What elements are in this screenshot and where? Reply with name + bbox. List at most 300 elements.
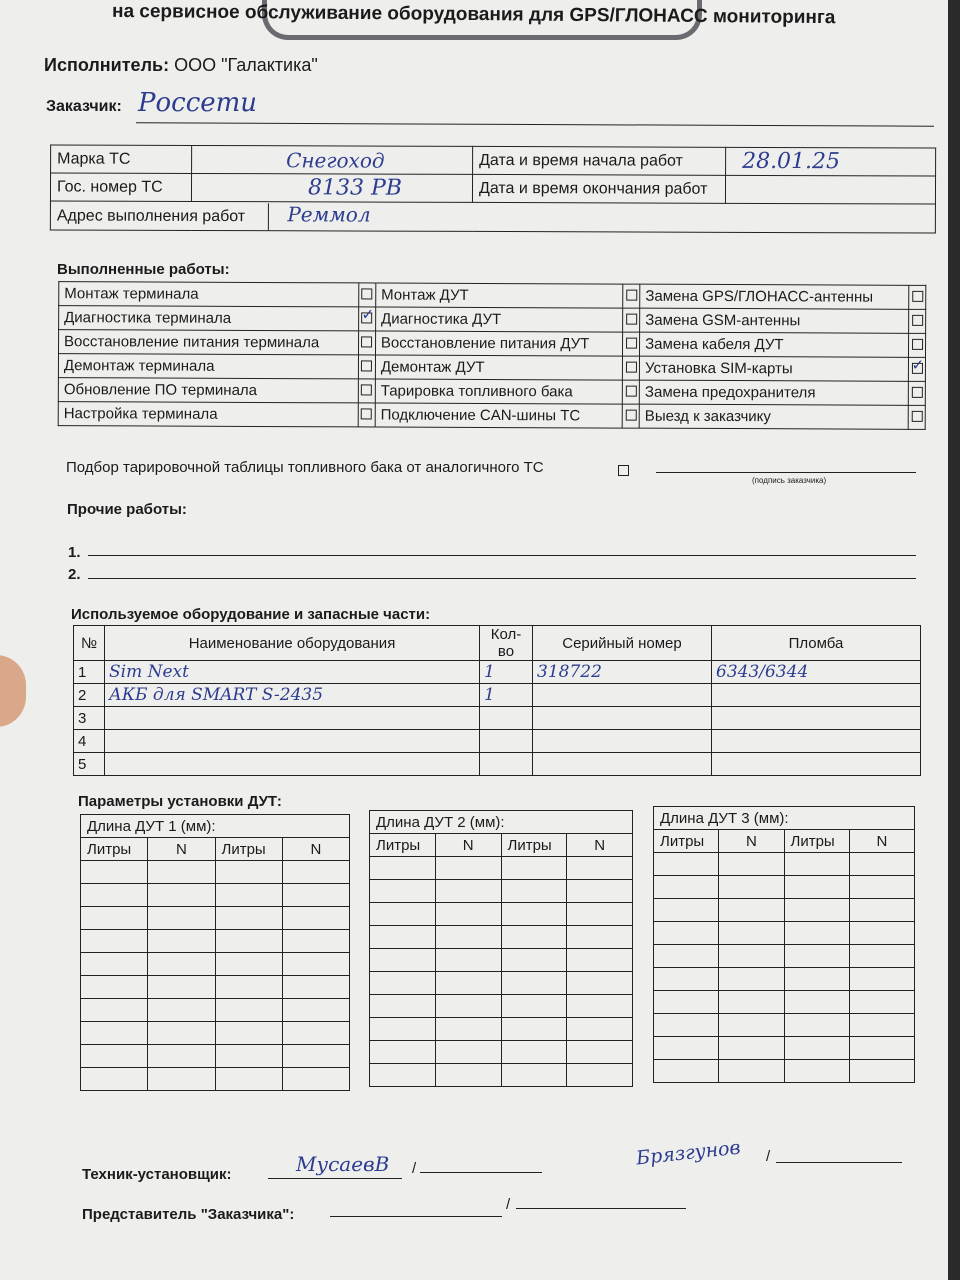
other-work-2-number: 2. <box>68 566 81 583</box>
dut-row <box>370 972 633 995</box>
dut-cell[interactable] <box>501 857 567 880</box>
dut-row <box>370 949 633 972</box>
checkbox[interactable] <box>361 408 372 419</box>
dut-cell[interactable] <box>501 1064 567 1087</box>
checkbox[interactable] <box>361 360 372 371</box>
dut-cell[interactable] <box>567 995 633 1018</box>
dut-cell[interactable] <box>282 907 349 930</box>
dut-cell[interactable] <box>654 1037 719 1060</box>
dut-cell[interactable] <box>435 857 501 880</box>
dut-row <box>654 922 915 945</box>
equipment-row-number: 4 <box>74 730 105 753</box>
equipment-cell[interactable]: 1 <box>480 661 533 684</box>
equipment-header-row <box>74 626 921 661</box>
work-label: Тарировка топливного бака <box>375 379 622 404</box>
dut-cell[interactable] <box>148 953 215 976</box>
equipment-cell[interactable] <box>105 730 480 753</box>
dut-cell[interactable] <box>215 907 282 930</box>
dut-row <box>654 853 915 876</box>
work-checkbox-cell <box>358 355 375 379</box>
dut-row <box>370 857 633 880</box>
dut-cell[interactable] <box>282 930 349 953</box>
dut-row <box>654 899 915 922</box>
dut-cell[interactable] <box>370 880 436 903</box>
dut-cell[interactable] <box>282 976 349 999</box>
work-checkbox-cell <box>909 309 926 333</box>
dut-row <box>81 1045 350 1068</box>
equipment-cell[interactable] <box>533 753 712 776</box>
work-checkbox-cell <box>358 331 375 355</box>
dut-cell[interactable] <box>435 972 501 995</box>
dut-cell[interactable] <box>654 968 719 991</box>
technician-slash: / <box>412 1160 417 1177</box>
dut-cell[interactable] <box>435 880 501 903</box>
dut-cell[interactable] <box>567 926 633 949</box>
equipment-row-number: 3 <box>74 707 105 730</box>
dut-cell[interactable] <box>849 876 914 899</box>
work-label: Замена предохранителя <box>639 380 908 405</box>
equipment-row <box>74 684 921 707</box>
dut-cell[interactable] <box>567 1041 633 1064</box>
dut-cell[interactable] <box>784 991 849 1014</box>
checkbox[interactable] <box>912 339 923 350</box>
checkbox[interactable] <box>911 411 922 422</box>
technician-name-line <box>420 1172 542 1173</box>
work-checkbox-cell <box>908 333 925 357</box>
other-work-1-number: 1. <box>68 544 81 561</box>
dut-cell[interactable] <box>370 949 436 972</box>
dut-cell[interactable] <box>81 1068 148 1091</box>
technician-signature[interactable]: МусаевВ <box>296 1152 390 1176</box>
dut-cell[interactable] <box>567 903 633 926</box>
dut-cell[interactable] <box>148 930 215 953</box>
dut-cell[interactable] <box>719 899 784 922</box>
dut-cell[interactable] <box>81 907 148 930</box>
dut-row <box>81 884 350 907</box>
dut-col-header: Литры <box>784 830 849 853</box>
dut-row <box>81 953 350 976</box>
dut-cell[interactable] <box>501 926 567 949</box>
equipment-cell[interactable] <box>533 730 712 753</box>
work-label: Демонтаж терминала <box>58 354 358 379</box>
dut-cell[interactable] <box>849 945 914 968</box>
equipment-cell[interactable]: Sim Next <box>105 661 480 684</box>
equipment-header-cell: Пломба <box>712 626 921 661</box>
customer-rep-label: Представитель "Заказчика": <box>82 1206 295 1223</box>
brand-value[interactable]: Снегоход <box>192 145 473 174</box>
form-title: на сервисное обслуживание оборудования для GPS/ГЛОНАСС мониторинга <box>111 0 836 29</box>
dut-cell[interactable] <box>501 903 567 926</box>
dut-cell[interactable] <box>654 991 719 1014</box>
dut-cell[interactable] <box>654 922 719 945</box>
dut-row <box>81 999 350 1022</box>
dut-cell[interactable] <box>719 945 784 968</box>
dut-row <box>654 945 915 968</box>
dut-row <box>81 930 350 953</box>
checkbox[interactable] <box>912 315 923 326</box>
dut-length-label: Длина ДУТ 1 (мм): <box>81 815 350 838</box>
dut-cell[interactable] <box>719 876 784 899</box>
dut-cell[interactable] <box>215 1068 282 1091</box>
dut-cell[interactable] <box>435 1041 501 1064</box>
dut-cell[interactable] <box>435 903 501 926</box>
dut-row <box>81 1022 350 1045</box>
dut-col-header: N <box>435 834 501 857</box>
work-label: Монтаж ДУТ <box>376 283 623 308</box>
address-label: Адрес выполнения работ <box>51 202 269 230</box>
equipment-cell[interactable] <box>533 707 712 730</box>
dut-cell[interactable] <box>215 999 282 1022</box>
other-works-title: Прочие работы: <box>67 501 187 518</box>
dut-cell[interactable] <box>370 903 436 926</box>
customer-sign-note: (подпись заказчика) <box>752 476 827 485</box>
dut-cell[interactable] <box>282 1022 349 1045</box>
equipment-cell[interactable] <box>480 707 533 730</box>
dut-cell[interactable] <box>282 953 349 976</box>
dut-cell[interactable] <box>370 1041 436 1064</box>
work-checkbox-cell <box>622 356 639 380</box>
work-label: Восстановление питания терминала <box>59 330 359 355</box>
equipment-cell[interactable]: 6343/6344 <box>712 661 921 684</box>
dut-cell[interactable] <box>81 953 148 976</box>
checkbox[interactable] <box>911 387 922 398</box>
dut-cell[interactable] <box>849 899 914 922</box>
dut-cell[interactable] <box>567 1018 633 1041</box>
equipment-header-cell: № <box>74 626 105 661</box>
dut-cell[interactable] <box>282 1068 349 1091</box>
dut-cell[interactable] <box>784 1037 849 1060</box>
dut-cell[interactable] <box>654 1060 719 1083</box>
tariff-checkbox[interactable] <box>618 465 629 476</box>
dut-cell[interactable] <box>148 999 215 1022</box>
dut-cell[interactable] <box>370 995 436 1018</box>
dut-cell[interactable] <box>849 922 914 945</box>
dut-cell[interactable] <box>148 976 215 999</box>
work-label: Настройка терминала <box>58 402 358 427</box>
dut-table-2 <box>369 810 633 1087</box>
dut-cell[interactable] <box>81 861 148 884</box>
dut-row <box>370 880 633 903</box>
dut-row <box>654 1060 915 1083</box>
dut-col-header: N <box>282 838 349 861</box>
dut-cell[interactable] <box>784 968 849 991</box>
work-checkbox-cell <box>359 283 376 307</box>
dut-cell[interactable] <box>501 880 567 903</box>
dut-cell[interactable] <box>282 861 349 884</box>
work-label: Монтаж терминала <box>59 282 359 307</box>
equipment-cell[interactable] <box>480 730 533 753</box>
dut-row <box>370 1064 633 1087</box>
dut-cell[interactable] <box>81 1022 148 1045</box>
work-label: Установка SIM-карты <box>639 356 908 381</box>
dut-cell[interactable] <box>784 876 849 899</box>
dut-cell[interactable] <box>435 949 501 972</box>
start-value[interactable]: 28.01.25 <box>726 147 936 176</box>
equipment-cell[interactable]: 318722 <box>533 661 712 684</box>
dut-col-header: N <box>719 830 784 853</box>
dut-col-header: Литры <box>501 834 567 857</box>
dut-cell[interactable] <box>784 899 849 922</box>
checkbox[interactable] <box>362 312 373 323</box>
work-label: Диагностика терминала <box>59 306 359 331</box>
work-checkbox-cell <box>358 307 375 331</box>
dut-cell[interactable] <box>370 972 436 995</box>
equipment-row <box>74 753 921 776</box>
dut-cell[interactable] <box>784 853 849 876</box>
equipment-cell[interactable]: АКБ для SMART S-2435 <box>105 684 480 707</box>
customer-label: Заказчик: <box>46 98 122 115</box>
dut-cell[interactable] <box>215 953 282 976</box>
works-row <box>58 402 925 430</box>
plate-value[interactable]: 8133 РВ <box>191 173 472 202</box>
equipment-cell[interactable] <box>480 753 533 776</box>
dut-cell[interactable] <box>654 876 719 899</box>
dut-cell[interactable] <box>215 930 282 953</box>
dut-cell[interactable] <box>501 1041 567 1064</box>
dut-params-title: Параметры установки ДУТ: <box>78 793 282 810</box>
dut-row <box>654 876 915 899</box>
dut-cell[interactable] <box>435 1064 501 1087</box>
other-work-1-line[interactable] <box>88 555 916 556</box>
dut-cell[interactable] <box>282 999 349 1022</box>
dut-cell[interactable] <box>81 1045 148 1068</box>
customer-underline <box>136 122 934 126</box>
dut-cell[interactable] <box>654 1014 719 1037</box>
dut-cell[interactable] <box>215 1022 282 1045</box>
dut-cell[interactable] <box>81 884 148 907</box>
dut-row <box>81 861 350 884</box>
dut-cell[interactable] <box>784 1014 849 1037</box>
dut-col-header: N <box>148 838 215 861</box>
finger <box>0 655 26 727</box>
equipment-cell[interactable] <box>105 753 480 776</box>
dut-row <box>370 1018 633 1041</box>
equipment-cell[interactable]: 1 <box>480 684 533 707</box>
work-label: Демонтаж ДУТ <box>375 355 622 380</box>
technician-sign-line <box>268 1178 402 1179</box>
dut-row <box>370 995 633 1018</box>
checkbox[interactable] <box>626 290 637 301</box>
dut-cell[interactable] <box>501 972 567 995</box>
dut-cell[interactable] <box>567 972 633 995</box>
dut-row <box>81 976 350 999</box>
work-checkbox-cell <box>622 380 639 404</box>
dut-cell[interactable] <box>148 884 215 907</box>
equipment-header-cell: Серийный номер <box>533 626 712 661</box>
equipment-cell[interactable] <box>105 707 480 730</box>
plate-label: Гос. номер ТС <box>50 173 191 201</box>
customer-rep-sign-line[interactable] <box>330 1216 502 1217</box>
dut-cell[interactable] <box>148 1022 215 1045</box>
customer-signature[interactable]: Брязгунов <box>635 1136 742 1170</box>
equipment-row <box>74 661 921 684</box>
work-checkbox-cell <box>908 405 925 429</box>
equipment-header-cell: Кол-во <box>480 626 533 661</box>
dut-cell[interactable] <box>719 1060 784 1083</box>
equipment-cell[interactable] <box>712 753 921 776</box>
equipment-row-number: 5 <box>74 753 105 776</box>
dut-cell[interactable] <box>501 949 567 972</box>
equipment-row <box>74 707 921 730</box>
work-label: Обновление ПО терминала <box>58 378 358 403</box>
dut-cell[interactable] <box>81 930 148 953</box>
contractor-value: ООО "Галактика" <box>174 55 318 75</box>
dut-cell[interactable] <box>148 907 215 930</box>
dut-cell[interactable] <box>719 1037 784 1060</box>
dut-cell[interactable] <box>148 861 215 884</box>
dut-cell[interactable] <box>435 926 501 949</box>
customer-value[interactable]: Россети <box>138 88 258 118</box>
technician-label: Техник-установщик: <box>82 1166 232 1183</box>
work-checkbox-cell <box>358 379 375 403</box>
dut-col-header: Литры <box>215 838 282 861</box>
equipment-row-number: 1 <box>74 661 105 684</box>
equipment-header-cell: Наименование оборудования <box>105 626 480 661</box>
work-label: Диагностика ДУТ <box>375 307 622 332</box>
dut-cell[interactable] <box>81 999 148 1022</box>
dut-cell[interactable] <box>435 995 501 1018</box>
work-label: Восстановление питания ДУТ <box>375 331 622 356</box>
dut-cell[interactable] <box>148 1045 215 1068</box>
dut-cell[interactable] <box>567 949 633 972</box>
checkbox[interactable] <box>626 362 637 373</box>
dut-cell[interactable] <box>282 884 349 907</box>
dut-col-header: N <box>567 834 633 857</box>
contractor-row <box>44 55 318 76</box>
checkbox[interactable] <box>361 336 372 347</box>
dut-cell[interactable] <box>654 853 719 876</box>
end-value[interactable] <box>725 175 935 204</box>
dut-cell[interactable] <box>849 1060 914 1083</box>
equipment-table <box>73 625 921 776</box>
dut-cell[interactable] <box>654 899 719 922</box>
dut-cell[interactable] <box>370 1064 436 1087</box>
dut-cell[interactable] <box>501 995 567 1018</box>
dut-cell[interactable] <box>370 1018 436 1041</box>
dut-table-1 <box>80 814 350 1091</box>
dut-cell[interactable] <box>370 926 436 949</box>
work-checkbox-cell <box>908 381 925 405</box>
dut-cell[interactable] <box>215 1045 282 1068</box>
dut-cell[interactable] <box>849 968 914 991</box>
work-checkbox-cell <box>623 308 640 332</box>
checkbox[interactable] <box>626 338 637 349</box>
work-checkbox-cell <box>358 403 375 427</box>
dut-cell[interactable] <box>784 1060 849 1083</box>
dut-cell[interactable] <box>567 857 633 880</box>
dut-col-header: Литры <box>654 830 719 853</box>
dut-row <box>654 968 915 991</box>
checkbox[interactable] <box>625 386 636 397</box>
vehicle-table <box>50 144 936 233</box>
dut-cell[interactable] <box>719 853 784 876</box>
dut-cell[interactable] <box>849 991 914 1014</box>
work-checkbox-cell <box>623 332 640 356</box>
dut-cell[interactable] <box>654 945 719 968</box>
dut-cell[interactable] <box>719 1014 784 1037</box>
dut-cell[interactable] <box>719 968 784 991</box>
dut-col-header: Литры <box>370 834 436 857</box>
dut-cell[interactable] <box>849 1014 914 1037</box>
customer-slash: / <box>766 1148 771 1165</box>
work-checkbox-cell <box>622 404 639 428</box>
work-label: Подключение CAN-шины ТС <box>375 403 622 428</box>
dut-row <box>81 907 350 930</box>
work-label: Выезд к заказчику <box>639 404 908 429</box>
dut-cell[interactable] <box>567 1064 633 1087</box>
end-label: Дата и время окончания работ <box>472 174 725 203</box>
equipment-cell[interactable] <box>712 684 921 707</box>
work-label: Замена GPS/ГЛОНАСС-антенны <box>640 284 909 309</box>
equipment-cell[interactable] <box>533 684 712 707</box>
work-label: Замена кабеля ДУТ <box>640 332 909 357</box>
dut-cell[interactable] <box>784 945 849 968</box>
dut-cell[interactable] <box>567 880 633 903</box>
dut-row <box>81 1068 350 1091</box>
work-label: Замена GSM-антенны <box>640 308 909 333</box>
dut-row <box>370 1041 633 1064</box>
customer-sign-line <box>656 472 916 473</box>
dut-cell[interactable] <box>719 922 784 945</box>
address-value[interactable]: Реммол <box>287 202 371 227</box>
customer-rep-name-line <box>516 1208 686 1209</box>
checkbox[interactable] <box>626 314 637 325</box>
dut-cell[interactable] <box>849 853 914 876</box>
customer-name-line <box>776 1162 902 1163</box>
checkbox[interactable] <box>912 291 923 302</box>
dut-table-3 <box>653 806 915 1083</box>
address-row <box>50 201 935 233</box>
customer-rep-slash: / <box>506 1196 511 1213</box>
dut-cell[interactable] <box>435 1018 501 1041</box>
dut-row <box>654 991 915 1014</box>
checkbox[interactable] <box>911 363 922 374</box>
equipment-cell[interactable] <box>712 707 921 730</box>
equipment-row-number: 2 <box>74 684 105 707</box>
dut-length-label: Длина ДУТ 3 (мм): <box>654 807 915 830</box>
dut-cell[interactable] <box>81 976 148 999</box>
dut-cell[interactable] <box>784 922 849 945</box>
work-checkbox-cell <box>623 284 640 308</box>
dut-cell[interactable] <box>719 991 784 1014</box>
brand-label: Марка ТС <box>51 145 192 173</box>
dut-row <box>654 1014 915 1037</box>
tariff-label: Подбор тарировочной таблицы топливного бака от аналогичного ТС <box>66 459 544 476</box>
dut-row <box>654 1037 915 1060</box>
dut-row <box>370 926 633 949</box>
dut-cell[interactable] <box>282 1045 349 1068</box>
checkbox[interactable] <box>361 384 372 395</box>
dut-cell[interactable] <box>849 1037 914 1060</box>
other-work-2-line[interactable] <box>88 578 916 579</box>
dut-row <box>370 903 633 926</box>
checkbox[interactable] <box>625 410 636 421</box>
equipment-title: Используемое оборудование и запасные части: <box>71 606 431 623</box>
dut-cell[interactable] <box>148 1068 215 1091</box>
dut-cell[interactable] <box>370 857 436 880</box>
dut-col-header: Литры <box>81 838 148 861</box>
checkbox[interactable] <box>362 288 373 299</box>
dut-cell[interactable] <box>215 861 282 884</box>
works-table <box>58 281 927 430</box>
equipment-cell[interactable] <box>712 730 921 753</box>
dut-cell[interactable] <box>215 976 282 999</box>
dut-cell[interactable] <box>215 884 282 907</box>
dut-cell[interactable] <box>501 1018 567 1041</box>
work-checkbox-cell <box>909 285 926 309</box>
contractor-label: Исполнитель: <box>44 55 170 75</box>
work-checkbox-cell <box>908 357 925 381</box>
